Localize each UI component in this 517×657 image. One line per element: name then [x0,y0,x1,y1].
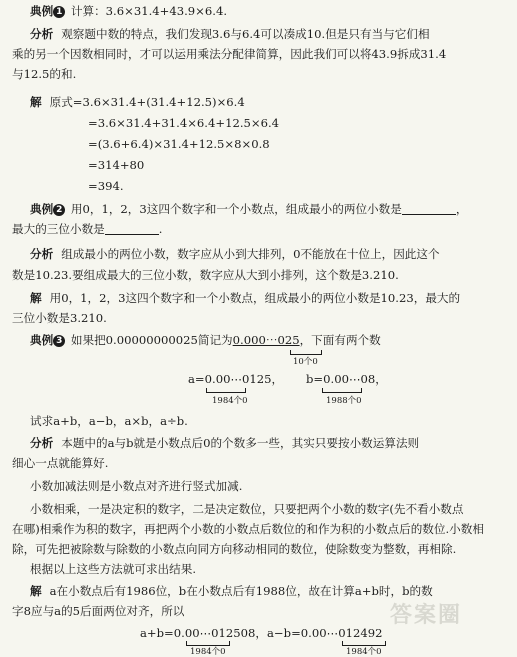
example-number-badge: 2 [53,204,65,216]
step-text: 原式=3.6×31.4+(31.4+12.5)×6.4 [49,95,245,109]
solution-label: 解 [30,95,42,109]
analysis-label: 分析 [30,436,54,450]
solution-step: =394. [88,179,124,193]
final-expression: a+b=0.00⋯012508，a−b=0.00⋯012492 [140,626,383,640]
answer-blank [402,203,456,215]
example-1-question: 计算：3.6×31.4+43.9×6.4. [70,4,228,18]
analysis-line: 与12.5的和. [12,67,77,81]
brace-label: 1988个0 [326,396,362,406]
analysis-line: 细心一点就能算好. [12,456,109,470]
analysis-label: 分析 [30,247,54,261]
example-number-badge: 1 [53,6,65,18]
example-title: 典例 [30,202,54,216]
solution-line: 三位小数是3.210. [12,311,107,325]
brace-label: 1984个0 [212,396,248,406]
solution-step [30,95,245,110]
analysis-line [30,247,440,262]
analysis-line: 乘的另一个因数相同时，才可以运用乘法分配律简算，因此我们可以将43.9拆成31.4 [12,47,447,61]
underbrace [206,388,246,393]
rule-line: 在哪)相乘作为积的数字，再把两个小数的小数点后数位的和作为积的小数点后的数位.小数相 [12,522,484,536]
question-text: 最大的三位小数是 [12,222,105,236]
example-2-header: 典例 2 用0，1，2，3这四个数字和一个小数点，组成最小的两位小数是 ， [30,202,468,216]
question-text: 如果把0.00000000025简记为 [70,333,233,347]
example-title: 典例 [30,333,54,347]
example-title: 典例 [30,4,54,18]
example-number-badge: 3 [53,335,65,347]
brace-label: 10个0 [293,357,318,367]
example-2-question-line2: 最大的三位小数是 . [12,222,163,236]
brace-label: 1984个0 [346,647,382,657]
solution-line: 字8应与a的5后面两位对齐，所以 [12,604,185,618]
analysis-line [30,436,419,451]
analysis-line: 数是10.23.要组成最大的三位小数，数字应从大到小排列，这个数是3.210. [12,268,399,282]
try-line: 试求a+b，a−b，a×b，a÷b. [30,414,188,428]
rule-line: 小数相乘，一是决定积的数字，二是决定数位，只要把两个小数的数字(先不看小数点 [30,502,464,516]
underbrace [322,388,362,393]
analysis-line [30,27,430,42]
example-3-header [30,333,381,348]
analysis-text: 观察题中数的特点，我们发现3.6与6.4可以凑成10.但是只有当与它们相 [61,27,430,41]
solution-label: 解 [30,291,42,305]
analysis-label: 分析 [30,27,54,41]
solution-step: =314+80 [88,158,145,172]
rule-line: 除，可先把被除数与除数的小数点向同方向移动相同的数位，使除数变为整数，再相除. [12,542,457,556]
question-text: ，下面有两个数 [299,333,381,347]
analysis-text: 组成最小的两位小数，数字应从小到大排列，0不能放在十位上，因此这个 [61,247,440,261]
analysis-text: 本题中的a与b就是小数点后0的个数多一些，其实只要按小数运算法则 [61,436,420,450]
solution-step: =3.6×31.4+31.4×6.4+12.5×6.4 [88,116,280,130]
rule-line: 小数加减法则是小数点对齐进行竖式加减. [30,479,243,493]
solution-text: a在小数点后有1986位，b在小数点后有1988位，故在计算a+b时，b的数 [49,584,433,598]
solution-line [30,291,460,306]
solution-step: =(3.6+6.4)×31.4+12.5×8×0.8 [88,137,270,151]
solution-text: 用0，1，2，3这四个数字和一个小数点，组成最小的两位小数是10.23，最大的 [49,291,461,305]
solution-label: 解 [30,584,42,598]
example-2-question: 用0，1，2，3这四个数字和一个小数点，组成最小的两位小数是 [70,202,402,216]
b-expression: b=0.00⋯08， [306,372,387,386]
a-expression: a=0.00⋯0125， [188,372,284,386]
brace-label: 1984个0 [190,647,226,657]
solution-line [30,584,433,599]
watermark-logo: 答案圈 [390,603,463,628]
rule-line: 根据以上这些方法就可求出结果. [30,562,196,576]
example-1-header [30,4,227,19]
answer-blank [105,223,159,235]
shorthand-number: 0.000⋯025 [232,333,300,347]
